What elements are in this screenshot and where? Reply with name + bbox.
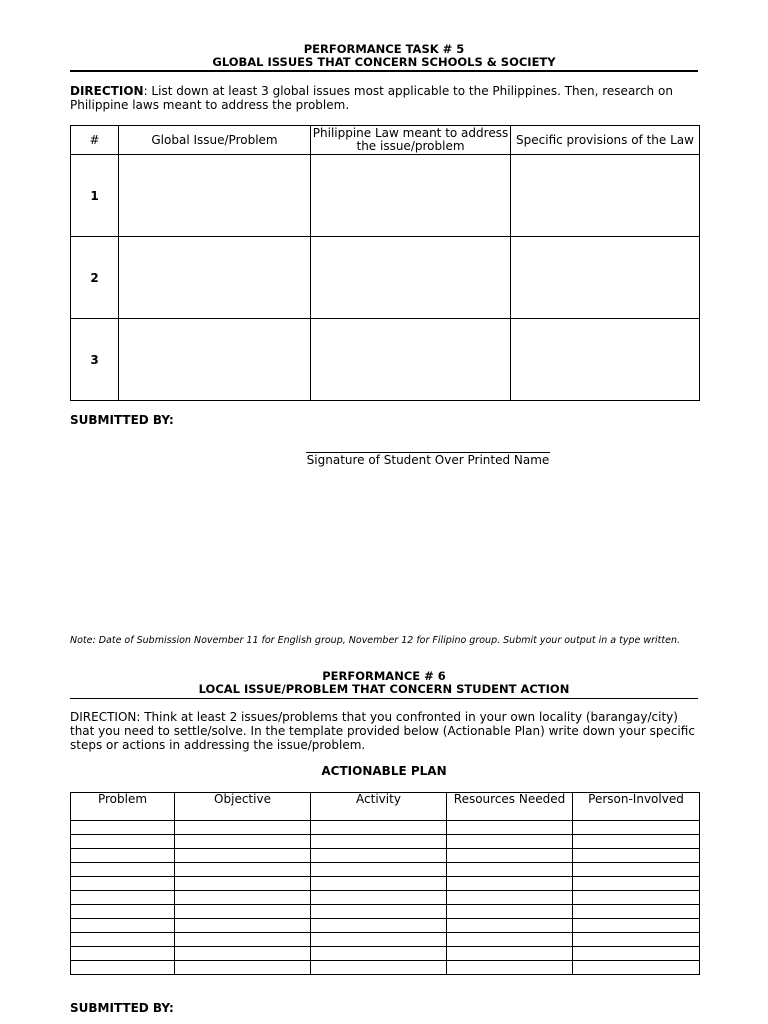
table-row bbox=[71, 877, 700, 891]
problem-cell[interactable] bbox=[71, 961, 175, 975]
table-row bbox=[71, 891, 700, 905]
person-cell[interactable] bbox=[573, 863, 700, 877]
objective-cell[interactable] bbox=[175, 863, 311, 877]
objective-cell[interactable] bbox=[175, 905, 311, 919]
col-activity-header: Activity bbox=[311, 793, 447, 821]
col-problem-header: Problem bbox=[71, 793, 175, 821]
col-objective-header: Objective bbox=[175, 793, 311, 821]
row-number: 1 bbox=[71, 155, 119, 237]
task6-direction: DIRECTION: Think at least 2 issues/problems that you confronted in your own locality (barangay/city) that you need to settle/solve. In the template provided below (Actionable Plan) write down your specific steps or actions in addressing the issue/problem. bbox=[70, 710, 695, 752]
philippine-law-cell[interactable] bbox=[311, 155, 511, 237]
objective-cell[interactable] bbox=[175, 821, 311, 835]
activity-cell[interactable] bbox=[311, 961, 447, 975]
problem-cell[interactable] bbox=[71, 821, 175, 835]
table-row bbox=[71, 849, 700, 863]
col-resources-header: Resources Needed bbox=[447, 793, 573, 821]
row-number: 2 bbox=[71, 237, 119, 319]
resources-cell[interactable] bbox=[447, 821, 573, 835]
philippine-law-cell[interactable] bbox=[311, 319, 511, 401]
signature-caption: Signature of Student Over Printed Name bbox=[306, 453, 550, 467]
resources-cell[interactable] bbox=[447, 891, 573, 905]
resources-cell[interactable] bbox=[447, 947, 573, 961]
task5-title: PERFORMANCE TASK # 5 bbox=[303, 42, 465, 56]
table-row bbox=[71, 835, 700, 849]
global-issues-table bbox=[70, 125, 700, 401]
person-cell[interactable] bbox=[573, 835, 700, 849]
activity-cell[interactable] bbox=[311, 863, 447, 877]
row-number: 3 bbox=[71, 319, 119, 401]
table-row bbox=[71, 237, 700, 319]
objective-cell[interactable] bbox=[175, 835, 311, 849]
activity-cell[interactable] bbox=[311, 905, 447, 919]
resources-cell[interactable] bbox=[447, 849, 573, 863]
person-cell[interactable] bbox=[573, 891, 700, 905]
col-philippine-law-header: Philippine Law meant to address the issue/problem bbox=[311, 126, 511, 155]
global-issues-header-row bbox=[71, 126, 700, 155]
person-cell[interactable] bbox=[573, 849, 700, 863]
person-cell[interactable] bbox=[573, 821, 700, 835]
task5-direction-label: DIRECTION bbox=[70, 84, 144, 98]
person-cell[interactable] bbox=[573, 947, 700, 961]
table-row bbox=[71, 319, 700, 401]
resources-cell[interactable] bbox=[447, 919, 573, 933]
activity-cell[interactable] bbox=[311, 849, 447, 863]
provisions-cell[interactable] bbox=[511, 319, 700, 401]
table-row bbox=[71, 905, 700, 919]
task6-title: PERFORMANCE # 6 bbox=[322, 669, 446, 683]
table-row bbox=[71, 155, 700, 237]
person-cell[interactable] bbox=[573, 905, 700, 919]
task6-subtitle: LOCAL ISSUE/PROBLEM THAT CONCERN STUDENT ACTION bbox=[198, 682, 570, 696]
problem-cell[interactable] bbox=[71, 835, 175, 849]
task6-title-rule bbox=[70, 698, 698, 699]
person-cell[interactable] bbox=[573, 877, 700, 891]
table-row bbox=[71, 821, 700, 835]
activity-cell[interactable] bbox=[311, 835, 447, 849]
objective-cell[interactable] bbox=[175, 891, 311, 905]
objective-cell[interactable] bbox=[175, 919, 311, 933]
activity-cell[interactable] bbox=[311, 947, 447, 961]
problem-cell[interactable] bbox=[71, 933, 175, 947]
resources-cell[interactable] bbox=[447, 905, 573, 919]
resources-cell[interactable] bbox=[447, 877, 573, 891]
objective-cell[interactable] bbox=[175, 933, 311, 947]
activity-cell[interactable] bbox=[311, 933, 447, 947]
actionable-plan-header-row bbox=[71, 793, 700, 821]
global-issue-cell[interactable] bbox=[119, 237, 311, 319]
problem-cell[interactable] bbox=[71, 947, 175, 961]
problem-cell[interactable] bbox=[71, 919, 175, 933]
problem-cell[interactable] bbox=[71, 877, 175, 891]
resources-cell[interactable] bbox=[447, 933, 573, 947]
task5-direction bbox=[70, 84, 698, 112]
problem-cell[interactable] bbox=[71, 905, 175, 919]
table-row bbox=[71, 863, 700, 877]
provisions-cell[interactable] bbox=[511, 237, 700, 319]
task6-submitted-by: SUBMITTED BY: bbox=[70, 1001, 174, 1015]
person-cell[interactable] bbox=[573, 933, 700, 947]
philippine-law-cell[interactable] bbox=[311, 237, 511, 319]
person-cell[interactable] bbox=[573, 919, 700, 933]
problem-cell[interactable] bbox=[71, 849, 175, 863]
table-row bbox=[71, 947, 700, 961]
task5-title-rule bbox=[70, 70, 698, 72]
objective-cell[interactable] bbox=[175, 877, 311, 891]
problem-cell[interactable] bbox=[71, 863, 175, 877]
person-cell[interactable] bbox=[573, 961, 700, 975]
col-person-header: Person-Involved bbox=[573, 793, 700, 821]
submission-note: Note: Date of Submission November 11 for English group, November 12 for Filipino group. Submit your output in a type written. bbox=[70, 635, 681, 646]
task5-submitted-by: SUBMITTED BY: bbox=[70, 413, 174, 427]
problem-cell[interactable] bbox=[71, 891, 175, 905]
objective-cell[interactable] bbox=[175, 961, 311, 975]
actionable-plan-table bbox=[70, 792, 700, 975]
resources-cell[interactable] bbox=[447, 961, 573, 975]
resources-cell[interactable] bbox=[447, 835, 573, 849]
activity-cell[interactable] bbox=[311, 821, 447, 835]
global-issue-cell[interactable] bbox=[119, 155, 311, 237]
actionable-plan-title: ACTIONABLE PLAN bbox=[321, 764, 447, 778]
provisions-cell[interactable] bbox=[511, 155, 700, 237]
col-provisions-header: Specific provisions of the Law bbox=[511, 126, 700, 155]
table-row bbox=[71, 919, 700, 933]
table-row bbox=[71, 961, 700, 975]
task5-subtitle: GLOBAL ISSUES THAT CONCERN SCHOOLS & SOCIETY bbox=[212, 55, 556, 69]
col-global-issue-header: Global Issue/Problem bbox=[119, 126, 311, 155]
col-number-header: # bbox=[71, 126, 119, 155]
activity-cell[interactable] bbox=[311, 919, 447, 933]
objective-cell[interactable] bbox=[175, 849, 311, 863]
table-row bbox=[71, 933, 700, 947]
task5-direction-text: : List down at least 3 global issues most applicable to the Philippines. Then, research on Philippine laws meant to address the problem. bbox=[70, 84, 673, 112]
resources-cell[interactable] bbox=[447, 863, 573, 877]
activity-cell[interactable] bbox=[311, 891, 447, 905]
activity-cell[interactable] bbox=[311, 877, 447, 891]
global-issue-cell[interactable] bbox=[119, 319, 311, 401]
objective-cell[interactable] bbox=[175, 947, 311, 961]
